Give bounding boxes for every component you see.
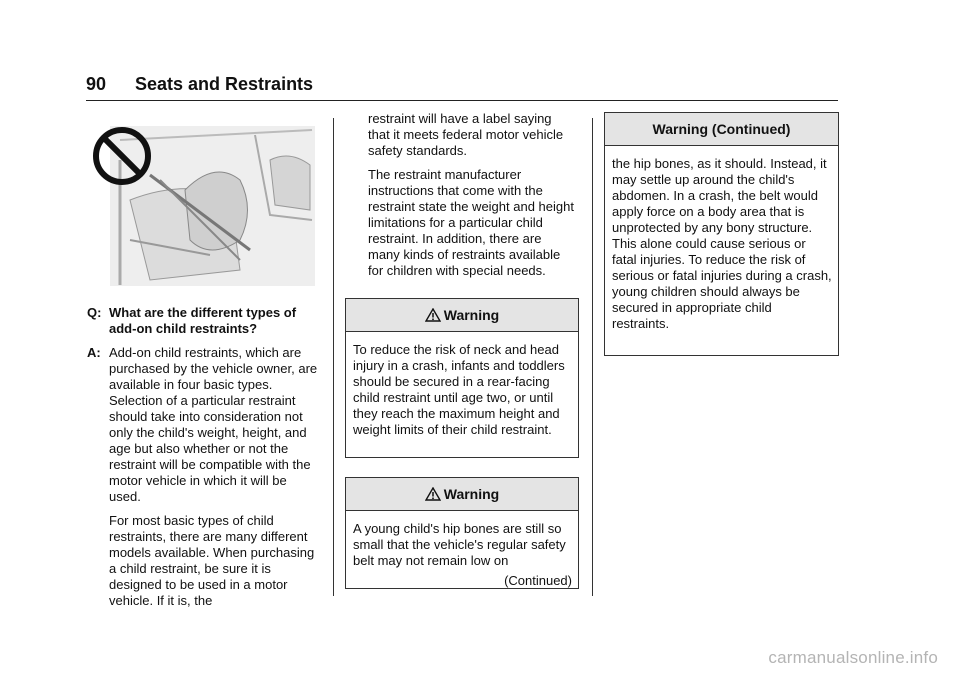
- warning-header: [346, 299, 578, 332]
- warning-title: Warning: [443, 486, 500, 502]
- column-1: [87, 305, 322, 617]
- column2-paragraph-2: The restraint manufacturer instructions that come with the restraint state the weight and height limitations for a particular child restraint. In addition, there are many kinds of restraints available for children with special needs.: [368, 167, 574, 278]
- child-seat-illustration: [90, 120, 316, 286]
- question: [87, 305, 322, 337]
- answer-text: Add-on child restraints, which are purchased by the vehicle owner, are available in four basic types. Selection of a particular restraint should take into consideration not only the child's weight, height, and age but also whether or not the restraint will be compatible with the motor vehicle in which it will be used.: [109, 345, 318, 504]
- warning-box-1: [345, 298, 579, 458]
- column-divider-1: [333, 118, 334, 596]
- warning-box-continued: [604, 112, 839, 356]
- answer-tag: A:: [87, 345, 101, 360]
- column-divider-2: [592, 118, 593, 596]
- answer-paragraph-2: For most basic types of child restraints, there are many different models available. When purchasing a child restraint, be sure it is designed to be used in a motor vehicle. If it is, the: [109, 513, 315, 608]
- continued-label: (Continued): [504, 573, 572, 588]
- warning-body: To reduce the risk of neck and head injury in a crash, infants and toddlers should be secured in a rear-facing child restraint until age two, or until they reach the maximum height and weight limits of their child restraint.: [353, 342, 565, 437]
- answer: [87, 345, 322, 609]
- warning-box-2: [345, 477, 579, 589]
- section-title: Seats and Restraints: [135, 74, 314, 94]
- warning-header: [346, 478, 578, 511]
- warning-body: A young child's hip bones are still so small that the vehicle's regular safety belt may not remain low on: [353, 521, 566, 568]
- question-tag: Q:: [87, 305, 102, 320]
- warning-title: Warning (Continued): [652, 121, 791, 137]
- warning-triangle-icon: [425, 480, 441, 512]
- watermark: carmanualsonline.info: [768, 648, 938, 667]
- warning-triangle-icon: [425, 301, 441, 333]
- warning-body: the hip bones, as it should. Instead, it may settle up around the child's abdomen. In a crash, the belt would apply force on a body area that is unprotected by any bony structure. This alone could cause serious or fatal injuries. To reduce the risk of serious or fatal injuries during a crash, young children should always be secured in appropriate child restraints.: [612, 156, 832, 331]
- warning-title: Warning: [443, 307, 500, 323]
- column2-paragraph-1: restraint will have a label saying that it meets federal motor vehicle safety standards.: [368, 111, 564, 158]
- prohibited-child-seat-icon: [90, 120, 316, 286]
- warning-header: [605, 113, 838, 146]
- question-text: What are the different types of add-on child restraints?: [109, 305, 297, 336]
- page-header: [86, 70, 838, 101]
- page-number: 90: [86, 74, 107, 94]
- column-2: [368, 111, 576, 287]
